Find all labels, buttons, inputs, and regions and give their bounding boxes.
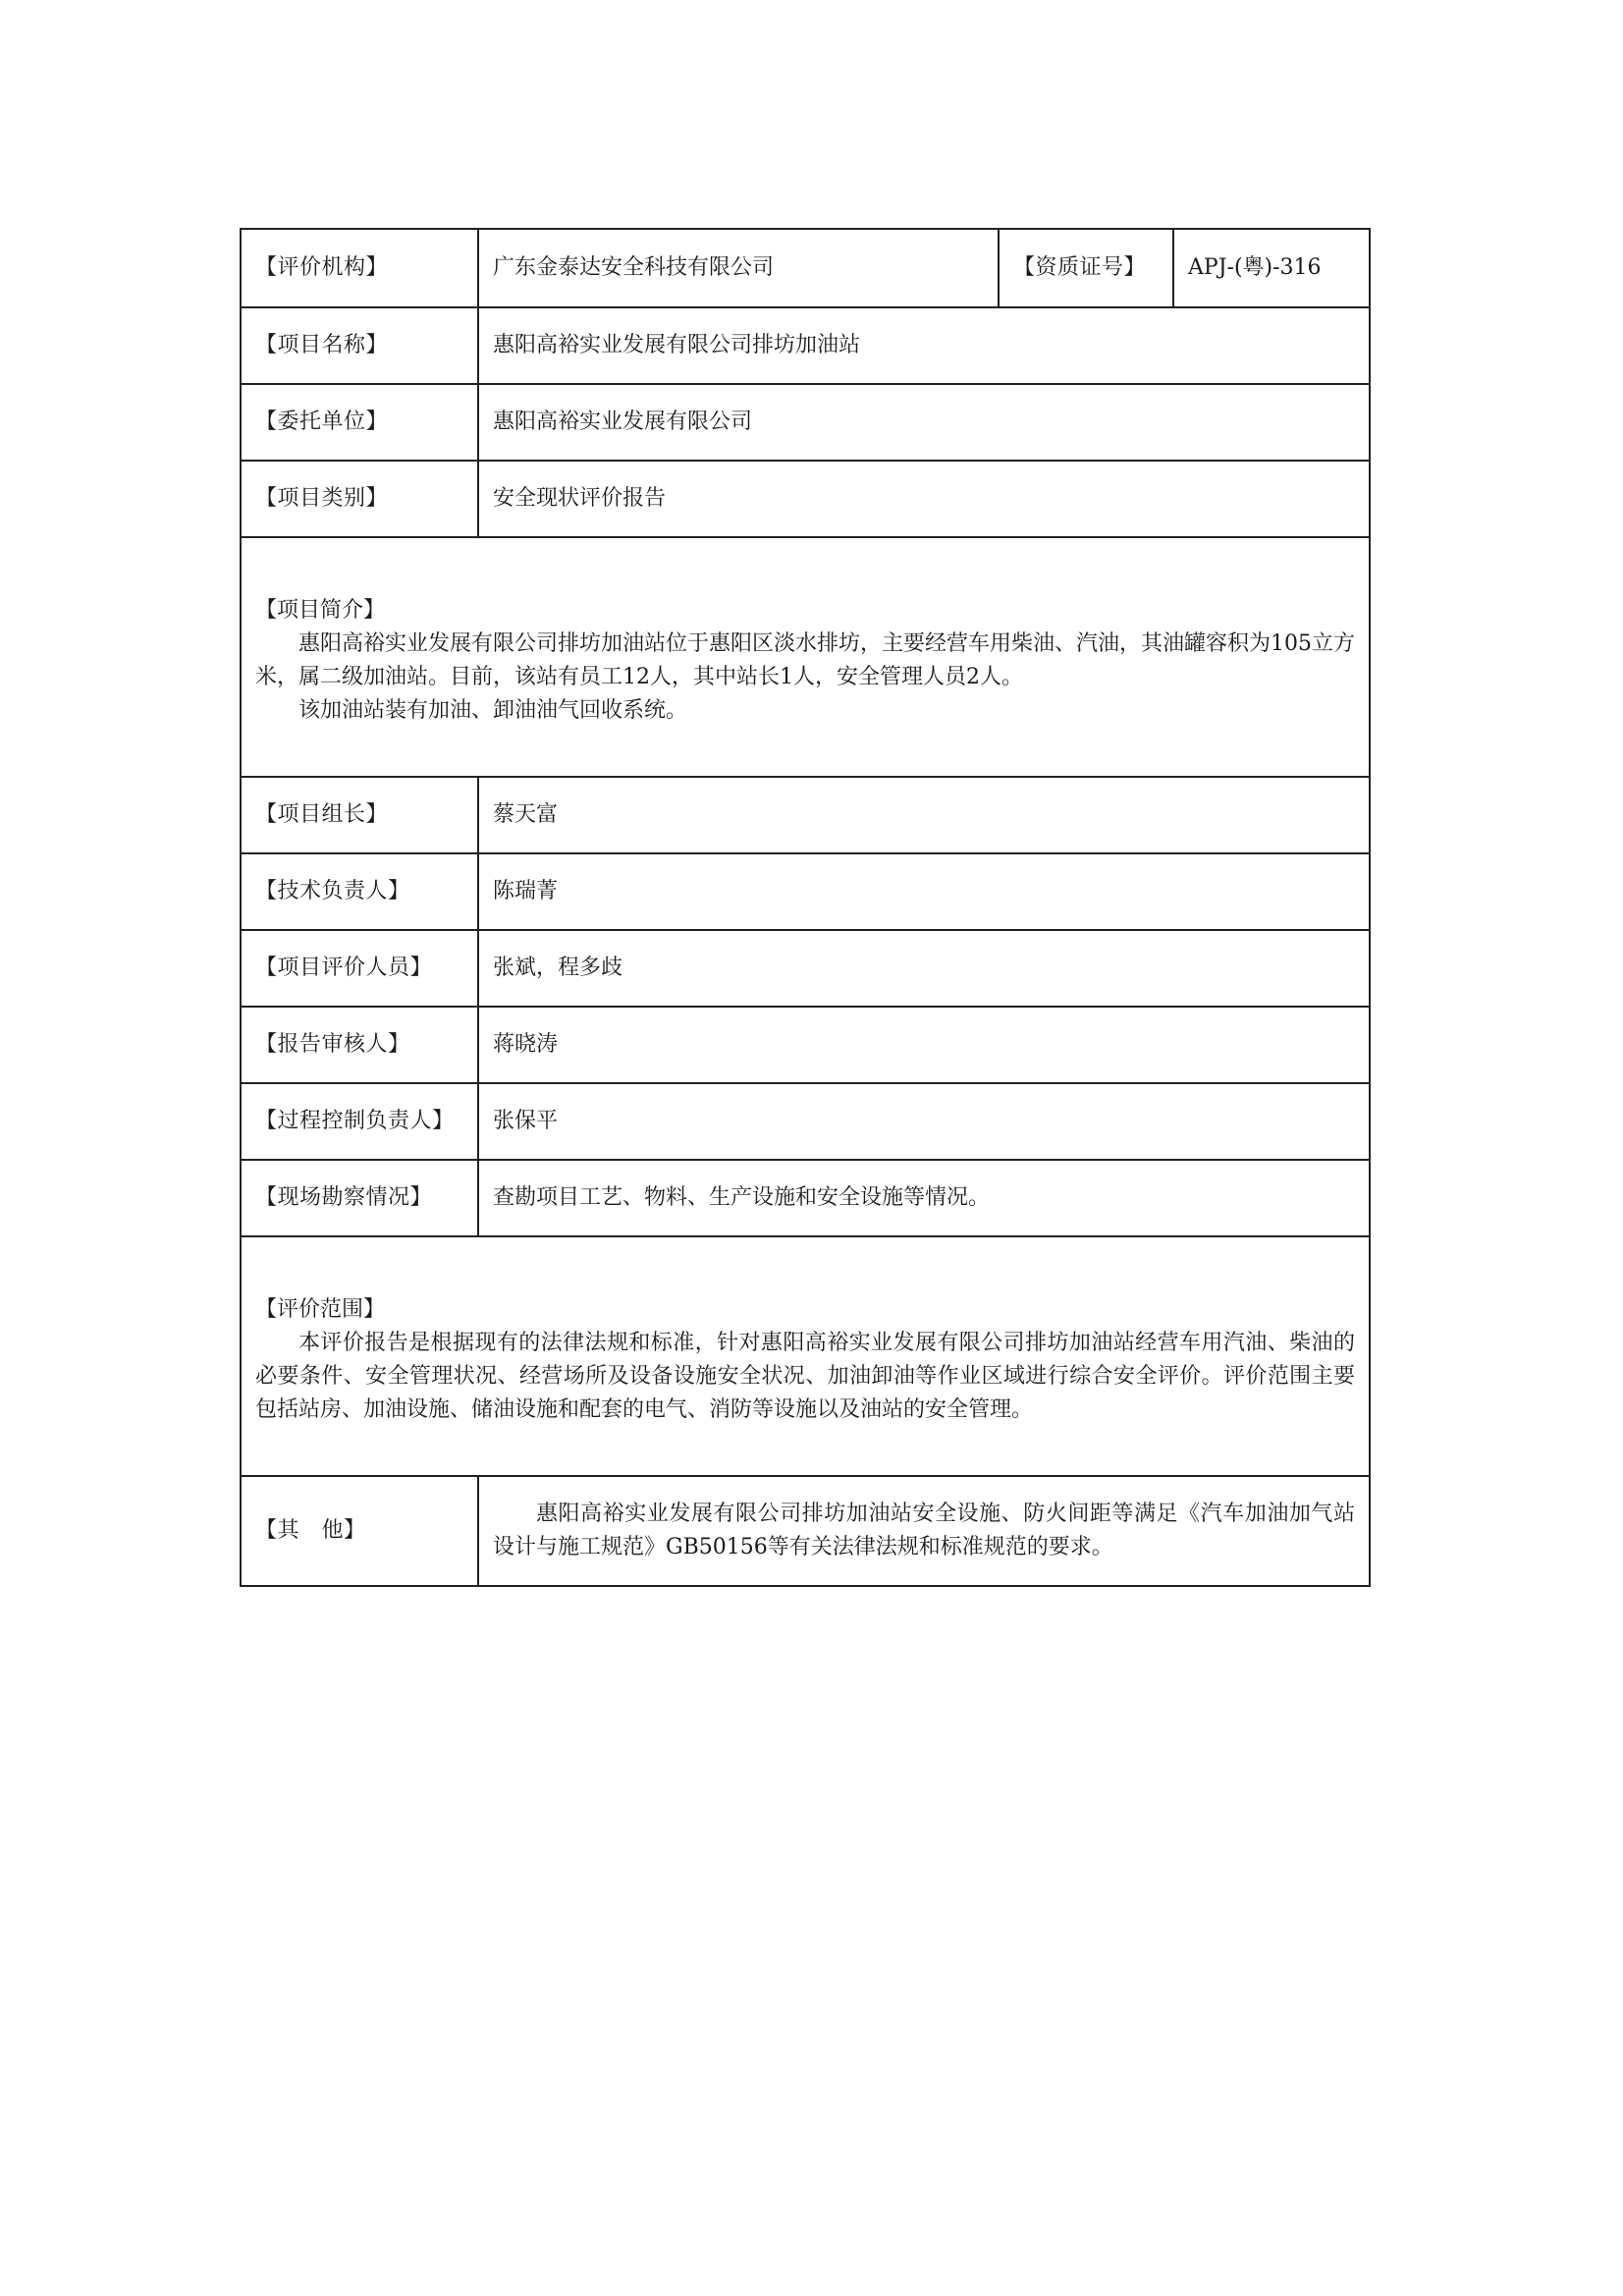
survey-row bbox=[241, 1160, 1370, 1236]
project-name-value: 惠阳高裕实业发展有限公司排坊加油站 bbox=[478, 307, 1370, 384]
cert-label: 【资质证号】 bbox=[999, 229, 1173, 307]
leader-row bbox=[241, 777, 1370, 853]
evaluators-value: 张斌，程多歧 bbox=[478, 930, 1370, 1007]
survey-value: 查勘项目工艺、物料、生产设施和安全设施等情况。 bbox=[478, 1160, 1370, 1236]
client-row bbox=[241, 384, 1370, 461]
category-value: 安全现状评价报告 bbox=[478, 461, 1370, 537]
client-value: 惠阳高裕实业发展有限公司 bbox=[478, 384, 1370, 461]
tech-label: 【技术负责人】 bbox=[241, 853, 478, 930]
other-label: 【其 他】 bbox=[241, 1476, 478, 1586]
reviewer-label: 【报告审核人】 bbox=[241, 1007, 478, 1083]
other-value: 惠阳高裕实业发展有限公司排坊加油站安全设施、防火间距等满足《汽车加油加气站设计与施工规范》GB50156等有关法律法规和标准规范的要求。 bbox=[493, 1502, 1355, 1559]
category-label: 【项目类别】 bbox=[241, 461, 478, 537]
scope-row bbox=[241, 1236, 1370, 1476]
intro-paragraph-2: 该加油站装有加油、卸油油气回收系统。 bbox=[298, 698, 688, 723]
survey-label: 【现场勘察情况】 bbox=[241, 1160, 478, 1236]
intro-paragraph-1: 惠阳高裕实业发展有限公司排坊加油站位于惠阳区淡水排坊，主要经营车用柴油、汽油，其油罐容积为105立方米，属二级加油站。目前，该站有员工12人，其中站长1人，安全管理人员2人。 bbox=[255, 631, 1355, 689]
intro-label: 【项目简介】 bbox=[255, 598, 386, 623]
intro-cell bbox=[241, 537, 1370, 777]
intro-row bbox=[241, 537, 1370, 777]
org-row bbox=[241, 229, 1370, 307]
project-name-row bbox=[241, 307, 1370, 384]
project-name-label: 【项目名称】 bbox=[241, 307, 478, 384]
scope-label: 【评价范围】 bbox=[255, 1297, 386, 1322]
other-value-cell bbox=[478, 1476, 1370, 1586]
process-row bbox=[241, 1083, 1370, 1160]
evaluation-info-table bbox=[240, 228, 1371, 1587]
leader-label: 【项目组长】 bbox=[241, 777, 478, 853]
scope-paragraph: 本评价报告是根据现有的法律法规和标准，针对惠阳高裕实业发展有限公司排坊加油站经营车用汽油、柴油的必要条件、安全管理状况、经营场所及设备设施安全状况、加油卸油等作业区域进行综合安全评价。评价范围主要包括站房、加油设施、储油设施和配套的电气、消防等设施以及油站的安全管理。 bbox=[255, 1331, 1355, 1422]
process-label: 【过程控制负责人】 bbox=[241, 1083, 478, 1160]
org-value: 广东金泰达安全科技有限公司 bbox=[478, 229, 999, 307]
reviewer-row bbox=[241, 1007, 1370, 1083]
tech-value: 陈瑞菁 bbox=[478, 853, 1370, 930]
other-row bbox=[241, 1476, 1370, 1586]
scope-cell bbox=[241, 1236, 1370, 1476]
category-row bbox=[241, 461, 1370, 537]
process-value: 张保平 bbox=[478, 1083, 1370, 1160]
evaluators-label: 【项目评价人员】 bbox=[241, 930, 478, 1007]
org-label: 【评价机构】 bbox=[241, 229, 478, 307]
reviewer-value: 蒋晓涛 bbox=[478, 1007, 1370, 1083]
cert-value: APJ-(粤)-316 bbox=[1173, 229, 1370, 307]
tech-row bbox=[241, 853, 1370, 930]
client-label: 【委托单位】 bbox=[241, 384, 478, 461]
leader-value: 蔡天富 bbox=[478, 777, 1370, 853]
evaluators-row bbox=[241, 930, 1370, 1007]
